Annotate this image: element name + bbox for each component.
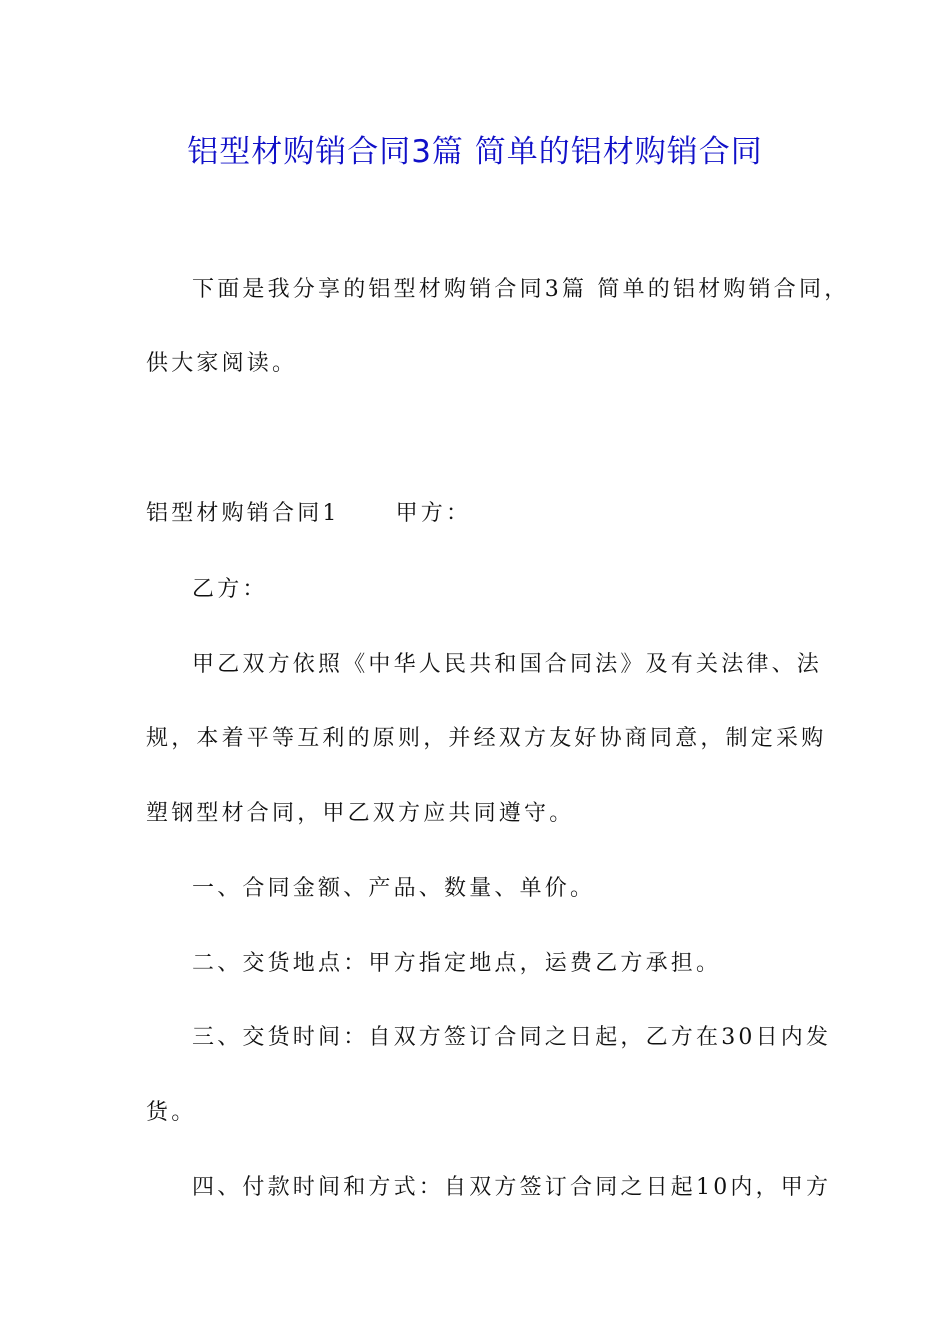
preamble-line-1: 甲乙双方依照《中华人民共和国合同法》及有关法律、法	[192, 652, 823, 677]
section-heading-row	[146, 496, 471, 527]
clause-2: 二、交货地点：甲方指定地点，运费乙方承担。	[192, 951, 722, 976]
party-a-label: 甲方：	[395, 501, 472, 526]
clause-4-line-1: 四、付款时间和方式：自双方签订合同之日起10内，甲方	[192, 1175, 832, 1200]
document-title: 铝型材购销合同3篇 简单的铝材购销合同	[187, 134, 763, 170]
clause-3-line-2: 货。	[146, 1100, 197, 1125]
preamble-line-3: 塑钢型材合同，甲乙双方应共同遵守。	[146, 801, 575, 826]
party-b-label: 乙方：	[192, 577, 268, 602]
clause-3-line-1: 三、交货时间：自双方签订合同之日起，乙方在30日内发	[192, 1025, 832, 1050]
preamble-line-2: 规，本着平等互利的原则，并经双方友好协商同意，制定采购	[146, 726, 827, 751]
section-heading: 铝型材购销合同1	[146, 501, 340, 526]
clause-1: 一、合同金额、产品、数量、单价。	[192, 876, 596, 901]
intro-line-2: 供大家阅读。	[146, 351, 298, 376]
intro-line-1: 下面是我分享的铝型材购销合同3篇 简单的铝材购销合同，	[192, 277, 850, 302]
